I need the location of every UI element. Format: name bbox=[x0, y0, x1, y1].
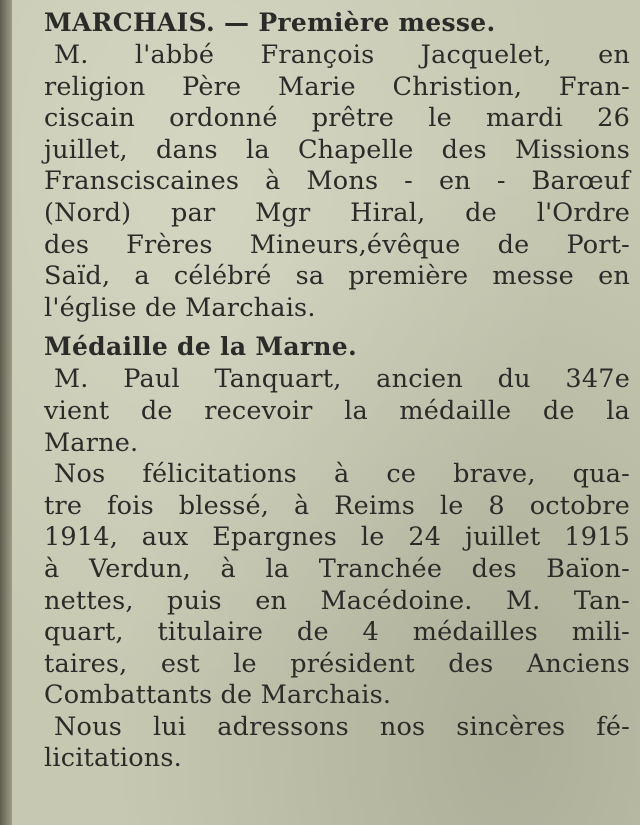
article-line: des Frères Mineurs,évêque de Port- bbox=[44, 229, 630, 260]
article-line: vient de recevoir la médaille de la bbox=[44, 395, 630, 426]
article-line: 1914, aux Epargnes le 24 juillet 1915 bbox=[44, 522, 630, 553]
article-line: Marne. bbox=[44, 427, 139, 458]
article-line: juillet, dans la Chapelle des Missions bbox=[44, 134, 630, 165]
article-line: l'église de Marchais. bbox=[44, 292, 316, 323]
article-line: (Nord) par Mgr Hiral, de l'Ordre bbox=[44, 197, 630, 228]
article-line: tre fois blessé, à Reims le 8 octobre bbox=[44, 490, 630, 521]
article-line: religion Père Marie Christion, Fran- bbox=[44, 71, 630, 102]
article-heading-medaille-marne: Médaille de la Marne. bbox=[44, 332, 357, 362]
article-line: nettes, puis en Macédoine. M. Tan- bbox=[44, 585, 630, 616]
article-line: M. l'abbé François Jacquelet, en bbox=[54, 40, 630, 70]
newspaper-clipping bbox=[44, 6, 630, 821]
article-line: Saïd, a célébré sa première messe en bbox=[44, 261, 630, 292]
article-line: M. Paul Tanquart, ancien du 347e bbox=[54, 364, 630, 395]
article-line: Fransciscaines à Mons - en - Barœuf bbox=[44, 166, 630, 197]
article-heading-premiere-messe: MARCHAIS. — Première messe. bbox=[44, 8, 496, 37]
clipping-edge-shadow bbox=[0, 0, 12, 825]
article-line: licitations. bbox=[44, 743, 182, 774]
article-line: taires, est le président des Anciens bbox=[44, 648, 630, 679]
article-line: à Verdun, à la Tranchée des Baïon- bbox=[44, 553, 630, 584]
article-line: ciscain ordonné prêtre le mardi 26 bbox=[44, 103, 630, 134]
article-line: Combattants de Marchais. bbox=[44, 680, 392, 711]
article-line: Nos félicitations à ce brave, qua- bbox=[54, 459, 630, 490]
article-line: Nous lui adressons nos sincères fé- bbox=[54, 711, 630, 742]
article-line: quart, titulaire de 4 médailles mili- bbox=[44, 617, 630, 648]
